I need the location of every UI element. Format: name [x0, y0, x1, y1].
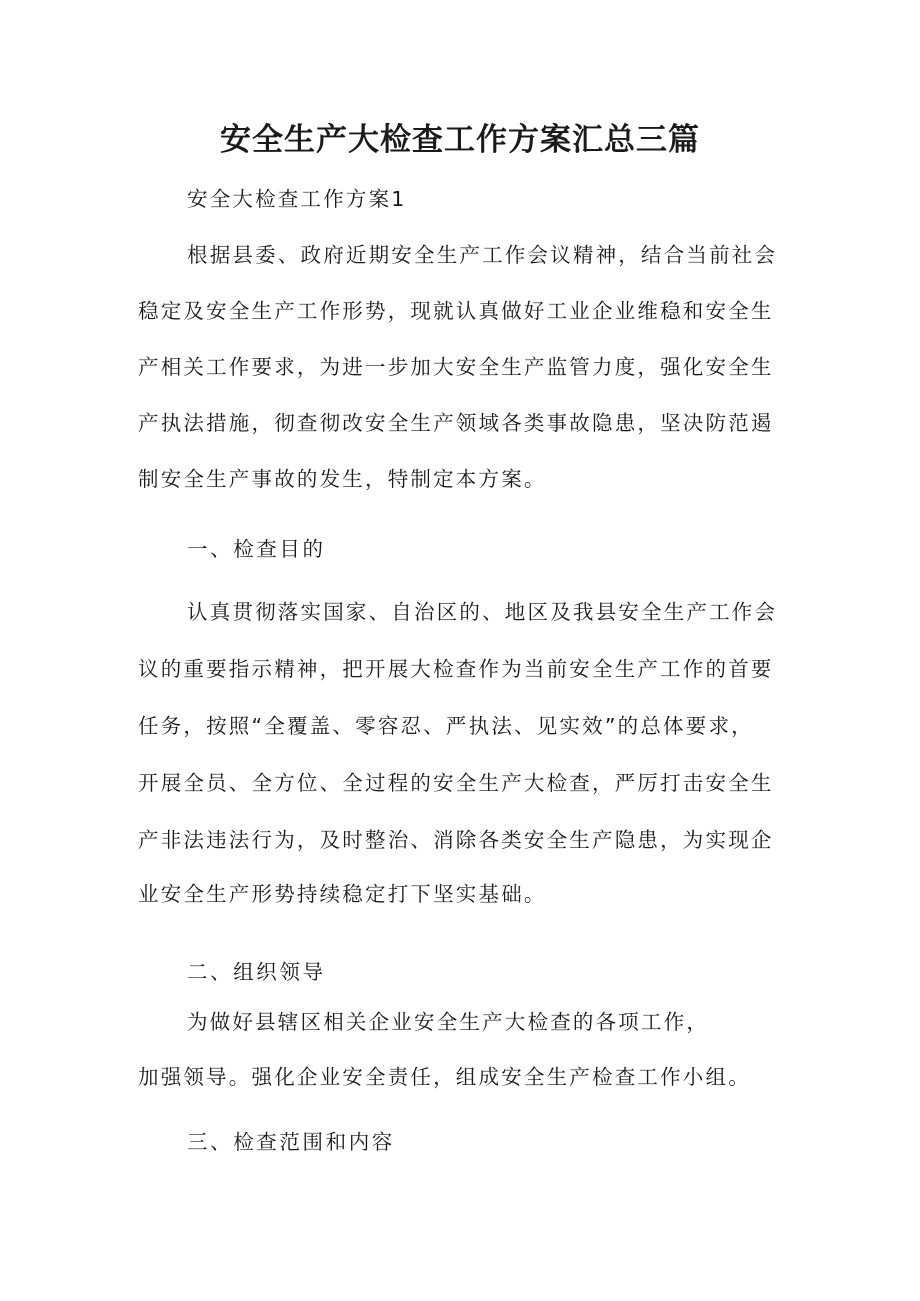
paragraph-2-line-6: 业安全生产形势持续稳定打下坚实基础。	[138, 882, 547, 906]
document-subtitle: 安全大检查工作方案1	[187, 187, 407, 211]
paragraph-1-line-2: 稳定及安全生产工作形势，现就认真做好工业企业维稳和安全生	[138, 299, 774, 323]
paragraph-1-line-5: 制安全生产事故的发生，特制定本方案。	[138, 467, 547, 491]
paragraph-1-line-4: 产执法措施，彻查彻改安全生产领域各类事故隐患，坚决防范遏	[138, 411, 774, 435]
paragraph-1-line-3: 产相关工作要求，为进一步加大安全生产监管力度，强化安全生	[138, 355, 774, 379]
section-1-heading: 一、检查目的	[187, 537, 326, 561]
paragraph-1-line-1: 根据县委、政府近期安全生产工作会议精神，结合当前社会	[187, 243, 778, 267]
paragraph-3-line-1: 为做好县辖区相关企业安全生产大检查的各项工作，	[187, 1010, 710, 1034]
paragraph-3-line-2: 加强领导。强化企业安全责任，组成安全生产检查工作小组。	[138, 1065, 751, 1089]
section-2-heading: 二、组织领导	[187, 960, 326, 984]
document-title: 安全生产大检查工作方案汇总三篇	[220, 122, 700, 158]
paragraph-2-line-4: 开展全员、全方位、全过程的安全生产大检查，严厉打击安全生	[138, 771, 774, 795]
section-3-heading: 三、检查范围和内容	[187, 1130, 395, 1154]
paragraph-2-line-2: 议的重要指示精神，把开展大检查作为当前安全生产工作的首要	[138, 657, 774, 681]
paragraph-2-line-5: 产非法违法行为，及时整治、消除各类安全生产隐患，为实现企	[138, 828, 774, 852]
paragraph-2-line-1: 认真贯彻落实国家、自治区的、地区及我县安全生产工作会	[187, 600, 778, 624]
paragraph-2-line-3: 任务，按照“全覆盖、零容忍、严执法、见实效”的总体要求，	[138, 714, 754, 738]
